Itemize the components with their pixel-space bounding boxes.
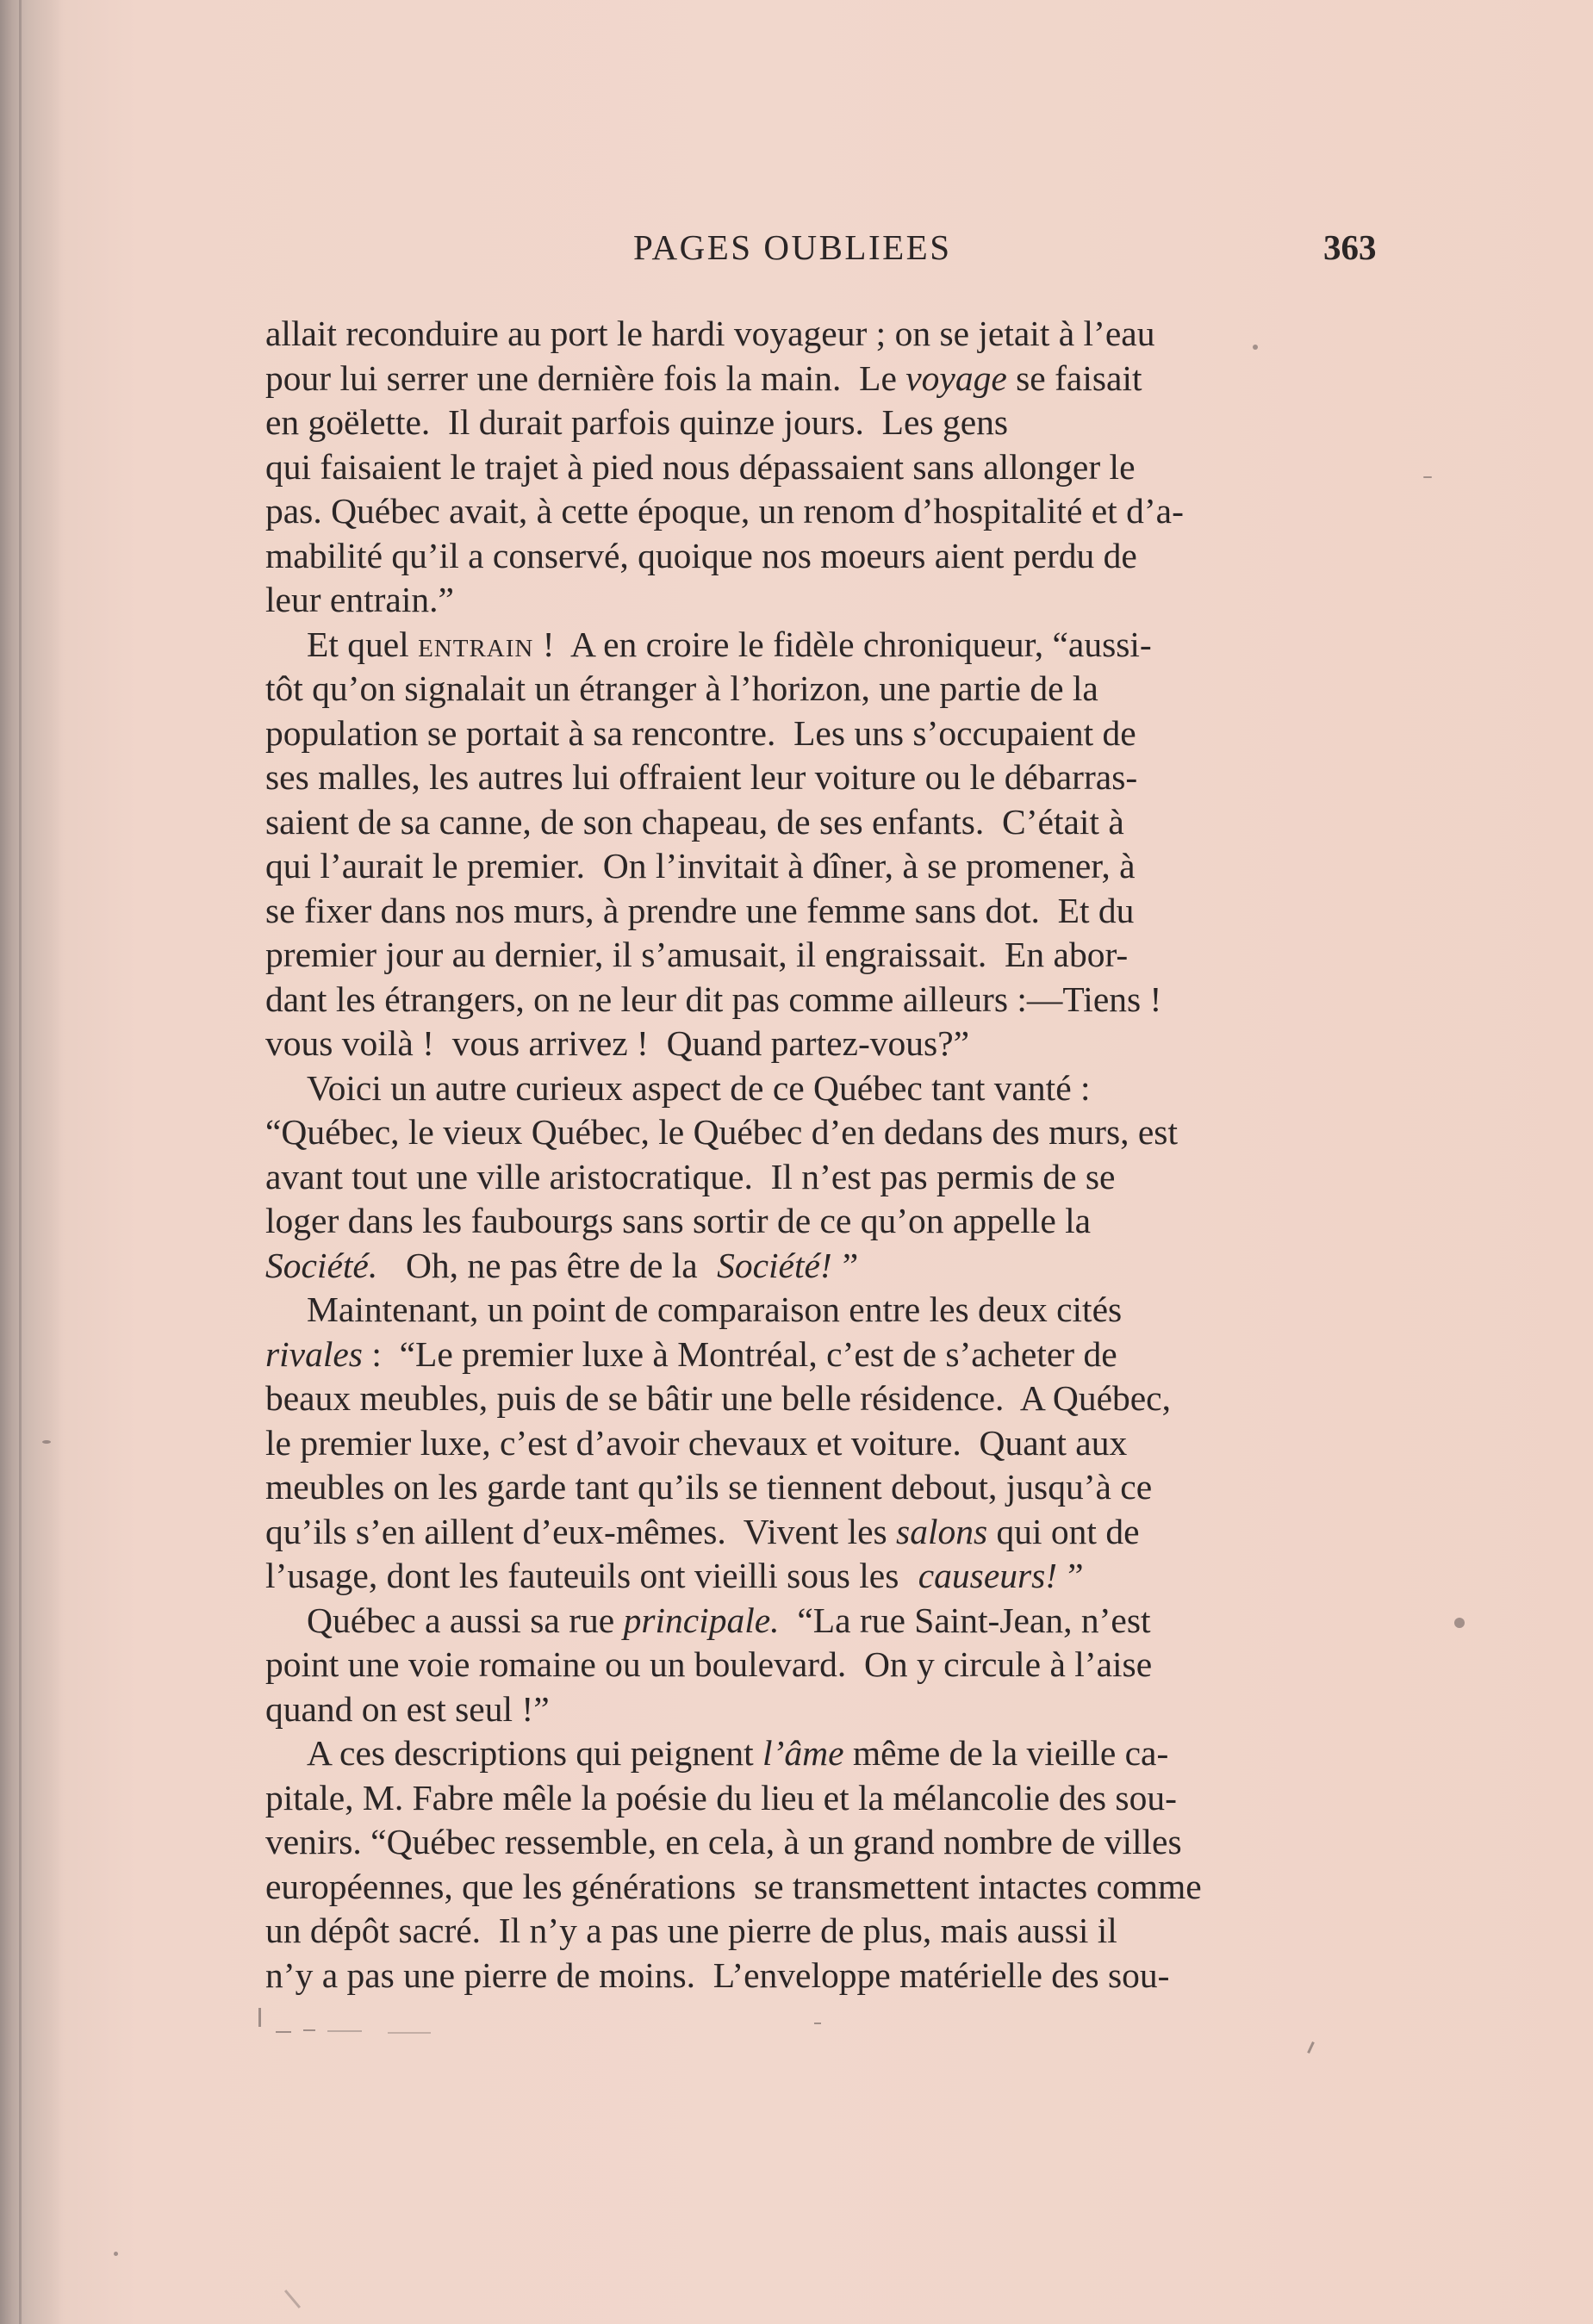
text-segment: qui ont de — [987, 1511, 1140, 1551]
text-segment: Maintenant, un point de comparaison entre les deux cités — [307, 1289, 1123, 1329]
text-line — [265, 844, 1390, 889]
text-segment: ” — [842, 1245, 859, 1285]
text-line — [265, 1066, 1390, 1111]
print-mark — [327, 2030, 362, 2032]
text-line — [265, 1954, 1390, 1998]
text-segment: A ces descriptions qui peignent — [307, 1733, 763, 1773]
text-segment: venirs. “Québec ressemble, en cela, à un grand nombre de villes — [265, 1822, 1182, 1861]
text-line — [265, 933, 1390, 978]
running-title: PAGES OUBLIEES — [633, 227, 952, 267]
text-segment: point une voie romaine ou un boulevard. On y circule à l’aise — [265, 1644, 1153, 1684]
text-line — [265, 1599, 1390, 1644]
text-line — [265, 1333, 1390, 1377]
text-segment: se faisait — [1006, 357, 1142, 398]
text-segment: vous voilà ! vous arrivez ! Quand partez-vous?” — [265, 1023, 970, 1063]
text-segment: mabilité qu’il a conservé, quoique nos moeurs aient perdu de — [265, 535, 1137, 575]
paper-speck — [114, 2252, 118, 2256]
text-line — [265, 1199, 1390, 1244]
text-line — [265, 445, 1390, 490]
running-head — [0, 226, 1593, 269]
binding-edge — [19, 0, 22, 2324]
text-line — [265, 1687, 1390, 1732]
text-segment: qui l’aurait le premier. On l’invitait à dîner, à se promener, à — [265, 846, 1136, 885]
text-segment: saient de sa canne, de son chapeau, de ses enfants. C’était à — [265, 801, 1124, 842]
text-line — [265, 401, 1390, 445]
print-mark — [388, 2032, 431, 2034]
italic-text: principale. — [623, 1600, 780, 1640]
text-segment: Oh, ne pas être de la — [388, 1245, 707, 1285]
text-segment: ! A en croire le fidèle chroniqueur, “aussi- — [533, 624, 1152, 664]
text-segment: ” — [1067, 1556, 1084, 1595]
paper-speck — [1454, 1618, 1465, 1628]
paper-speck — [1253, 345, 1258, 350]
text-line — [265, 667, 1390, 711]
text-line — [265, 357, 1390, 401]
italic-text: l’âme — [762, 1733, 844, 1773]
text-line — [265, 1776, 1390, 1821]
text-line — [265, 1288, 1390, 1333]
print-mark — [1307, 2041, 1315, 2054]
text-line — [265, 578, 1390, 623]
text-segment: pas. Québec avait, à cette époque, un renom d’hospitalité et d’a- — [265, 491, 1184, 531]
text-line — [265, 1110, 1390, 1155]
italic-text: causeurs! — [918, 1556, 1058, 1595]
text-segment: population se portait à sa rencontre. Les uns s’occupaient de — [265, 712, 1136, 753]
text-line — [265, 800, 1390, 845]
text-segment: pitale, M. Fabre mêle la poésie du lieu et la mélancolie des sou- — [265, 1777, 1177, 1818]
text-line — [265, 534, 1390, 579]
text-line — [265, 711, 1390, 756]
text-segment: avant tout une ville aristocratique. Il n’est pas permis de se — [265, 1156, 1116, 1196]
print-mark — [284, 2290, 301, 2308]
paper-speck — [1423, 476, 1432, 478]
text-segment: : “Le premier luxe à Montréal, c’est de s’acheter de — [362, 1333, 1117, 1374]
text-line — [265, 1731, 1390, 1776]
text-segment: Québec a aussi sa rue — [307, 1600, 624, 1640]
text-segment: allait reconduire au port le hardi voyageur ; on se jetait à l’eau — [265, 314, 1155, 353]
text-segment: beaux meubles, puis de se bâtir une belle résidence. A Québec, — [265, 1378, 1171, 1418]
print-mark — [276, 2031, 291, 2033]
text-line — [265, 1421, 1390, 1466]
text-line — [265, 623, 1390, 668]
text-segment: un dépôt sacré. Il n’y a pas une pierre de plus, mais aussi il — [265, 1911, 1117, 1950]
text-segment: se fixer dans nos murs, à prendre une femme sans dot. Et du — [265, 890, 1135, 930]
print-mark — [814, 2023, 821, 2024]
text-line — [265, 1820, 1390, 1865]
text-line — [265, 755, 1390, 800]
italic-text: Société! — [717, 1245, 832, 1285]
text-segment: meubles on les garde tant qu’ils se tiennent debout, jusqu’à ce — [265, 1467, 1153, 1507]
text-line — [265, 1643, 1390, 1687]
text-line — [265, 1554, 1390, 1599]
text-segment: “Québec, le vieux Québec, le Québec d’en dedans des murs, est — [265, 1112, 1178, 1152]
text-line — [265, 1510, 1390, 1555]
italic-text: voyage — [905, 357, 1007, 398]
text-line — [265, 1865, 1390, 1910]
text-segment: tôt qu’on signalait un étranger à l’horizon, une partie de la — [265, 668, 1098, 708]
small-caps-text: entrain — [418, 624, 534, 664]
body-text — [265, 312, 1390, 1998]
italic-text: rivales — [265, 1333, 363, 1374]
paper-speck — [42, 1440, 51, 1444]
text-line — [265, 1155, 1390, 1200]
text-segment: leur entrain.” — [265, 580, 454, 619]
text-line — [265, 1465, 1390, 1510]
text-line — [265, 1909, 1390, 1954]
print-mark — [258, 2008, 261, 2027]
text-segment: européennes, que les générations se transmettent intactes comme — [265, 1866, 1202, 1906]
text-segment: même de la vieille ca- — [843, 1733, 1169, 1773]
text-segment: ses malles, les autres lui offraient leur voiture ou le débarras- — [265, 757, 1138, 797]
text-segment: premier jour au dernier, il s’amusait, il engraissait. En abor- — [265, 935, 1129, 974]
text-line — [265, 1022, 1390, 1066]
text-line — [265, 889, 1390, 934]
text-line — [265, 1244, 1390, 1289]
text-line — [265, 312, 1390, 357]
text-segment: le premier luxe, c’est d’avoir chevaux et voiture. Quant aux — [265, 1422, 1128, 1463]
text-line — [265, 978, 1390, 1022]
text-segment: dant les étrangers, on ne leur dit pas comme ailleurs :—Tiens ! — [265, 979, 1162, 1019]
text-line — [265, 489, 1390, 534]
italic-text: salons — [896, 1511, 988, 1551]
print-mark — [303, 2029, 315, 2031]
page-gutter-shadow — [0, 0, 64, 2324]
text-segment: l’usage, dont les fauteuils ont vieilli sous les — [265, 1556, 908, 1595]
text-segment: qu’ils s’en aillent d’eux-mêmes. Vivent les — [265, 1511, 897, 1551]
text-segment: loger dans les faubourgs sans sortir de ce qu’on appelle la — [265, 1201, 1092, 1240]
text-segment: n’y a pas une pierre de moins. L’enveloppe matérielle des sou- — [265, 1954, 1170, 1995]
text-line — [265, 1376, 1390, 1421]
page-number: 363 — [1323, 227, 1377, 267]
italic-text: Société. — [265, 1245, 378, 1285]
text-segment: Et quel — [307, 624, 419, 664]
text-segment: qui faisaient le trajet à pied nous dépassaient sans allonger le — [265, 446, 1136, 487]
text-segment: pour lui serrer une dernière fois la main. Le — [265, 357, 906, 398]
text-segment: en goëlette. Il durait parfois quinze jours. Les gens — [265, 402, 1009, 442]
text-segment: Voici un autre curieux aspect de ce Québec tant vanté : — [307, 1067, 1091, 1108]
text-segment: “La rue Saint-Jean, n’est — [779, 1600, 1151, 1640]
text-segment: quand on est seul !” — [265, 1688, 550, 1729]
